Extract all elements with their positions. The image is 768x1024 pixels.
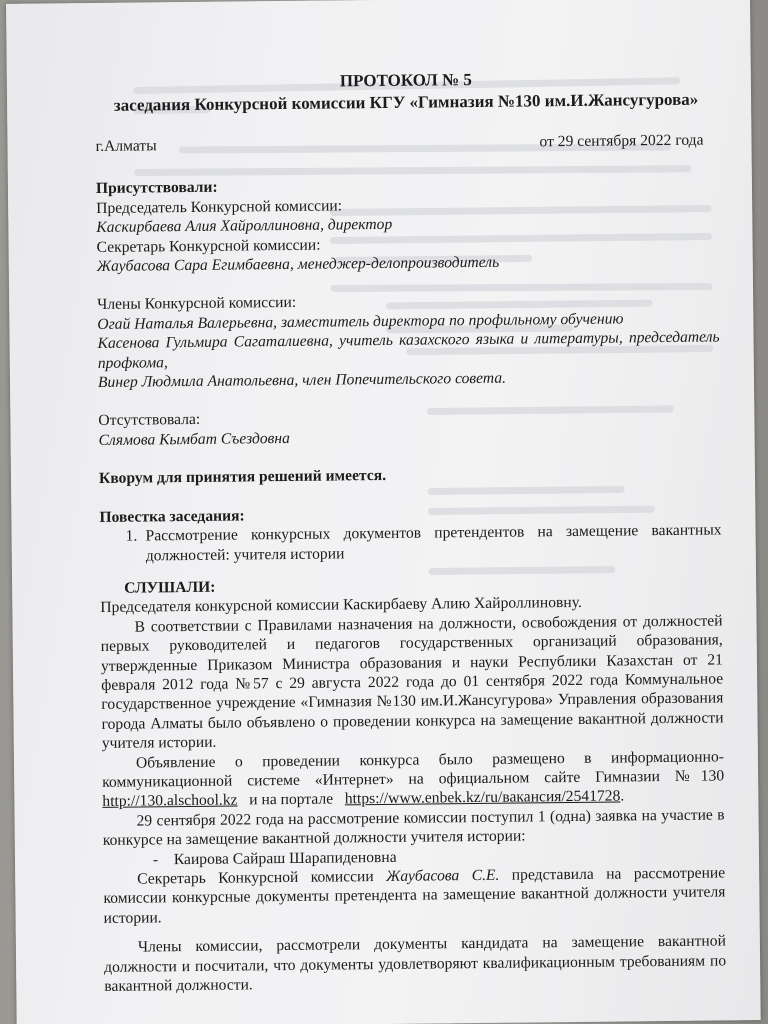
secretary-role: Секретарь Конкурсной комиссии: [96, 236, 321, 256]
member-item: Огай Наталья Валерьевна, заместитель директора по профильному обучению [97, 310, 624, 333]
announcement-end: . [620, 787, 625, 805]
chair-name: Каскирбаева Алия Хайроллиновна, директор [96, 216, 393, 237]
absent-name: Слямова Кымбат Съездовна [98, 429, 290, 449]
listened-heading: СЛУШАЛИ: [124, 578, 216, 597]
announcement-text: Объявление о проведении конкурса было размещено в информационно-коммуникационной системе «Интернет» на официальном сайте Гимназии №130 [102, 747, 725, 791]
enbek-portal-link: https://www.enbek.kz/ru/вакансия/2541728 [344, 787, 621, 808]
school-site-link: http://130.alschool.kz [102, 791, 238, 811]
secretary-short-name: Жаубасова С.Е. [385, 866, 500, 885]
meeting-date: от 29 сентября 2022 года [539, 131, 704, 151]
place-date-row [95, 130, 717, 156]
announcement-mid: и на портале [237, 790, 345, 809]
agenda-heading: Повестка заседания: [99, 507, 245, 526]
city: г.Алматы [95, 137, 157, 155]
secretary-text-start: Секретарь Конкурсной комиссии [137, 867, 387, 888]
agenda-number: 1. [125, 527, 138, 545]
document-title: ПРОТОКОЛ № 5 [339, 70, 472, 91]
candidate-name: - Каирова Сайраш Шарапиденовна [152, 848, 397, 868]
chair-role: Председатель Конкурсной комиссии: [96, 197, 343, 217]
agenda-item [100, 521, 722, 566]
member-item: Винер Людмила Анатольевна, член Попечительского совета. [97, 369, 507, 392]
paragraph-applications: 29 сентября 2022 года на рассмотрение комиссии поступил 1 (одна) заявка на участие в конкурсе на замещение вакантной должности учителя истории: [102, 806, 725, 850]
member-item: Касенова Гульмира Сагаталиевна, учитель казахского языка и литературы, председатель профкома, [97, 328, 720, 372]
agenda-text: Рассмотрение конкурсных документов претендентов на замещение вакантных должностей: учителя истории [145, 521, 722, 564]
listened-person: Председателя конкурсной комиссии Каскирбаеву Алию Хайроллиновну. [100, 594, 582, 617]
quorum-statement: Кворум для принятия решений имеется. [98, 467, 387, 488]
paragraph-competition: В соответствии с Правилами назначения на должности, освобождения от должностей первых руководителей и педагогов государственных организаций образования, утвержденные Приказом Министра образования и науки Республики Казахстан от 21 февраля 2012 года №57 с 29 августа 2022 года до 01 сентября 2022 года Коммунальное государственное учреждение «Гимназия №130 им.И.Жансугурова» Управления образования города Алматы было объявлено о проведении конкурса на замещение вакантной должности учителя истории. [100, 612, 724, 753]
secretary-name: Жаубасова Сара Егимбаевна, менеджер-делопроизводитель [96, 253, 500, 275]
secretary-text-rest: представила на рассмотрение комиссии конкурсные документы претендента на замещение вакантной должности учителя истории. [103, 864, 726, 927]
paragraph-secretary [103, 863, 726, 928]
protocol-document [95, 66, 727, 996]
members-heading: Члены Конкурсной комиссии: [97, 294, 297, 314]
absent-heading: Отсутствовала: [98, 411, 201, 430]
paper-sheet [6, 0, 761, 1024]
present-heading: Присутствовали: [95, 179, 218, 198]
paragraph-decision: Члены комиссии, рассмотрели документы кандидата на замещение вакантной должности и посчитали, что документы удовлетворяют квалификационным требованиям по вакантной должности. [104, 932, 727, 995]
paragraph-announcement [102, 747, 725, 812]
document-subtitle: заседания Конкурсной комиссии КГУ «Гимназия №130 им.И.Жансугурова» [113, 89, 699, 115]
